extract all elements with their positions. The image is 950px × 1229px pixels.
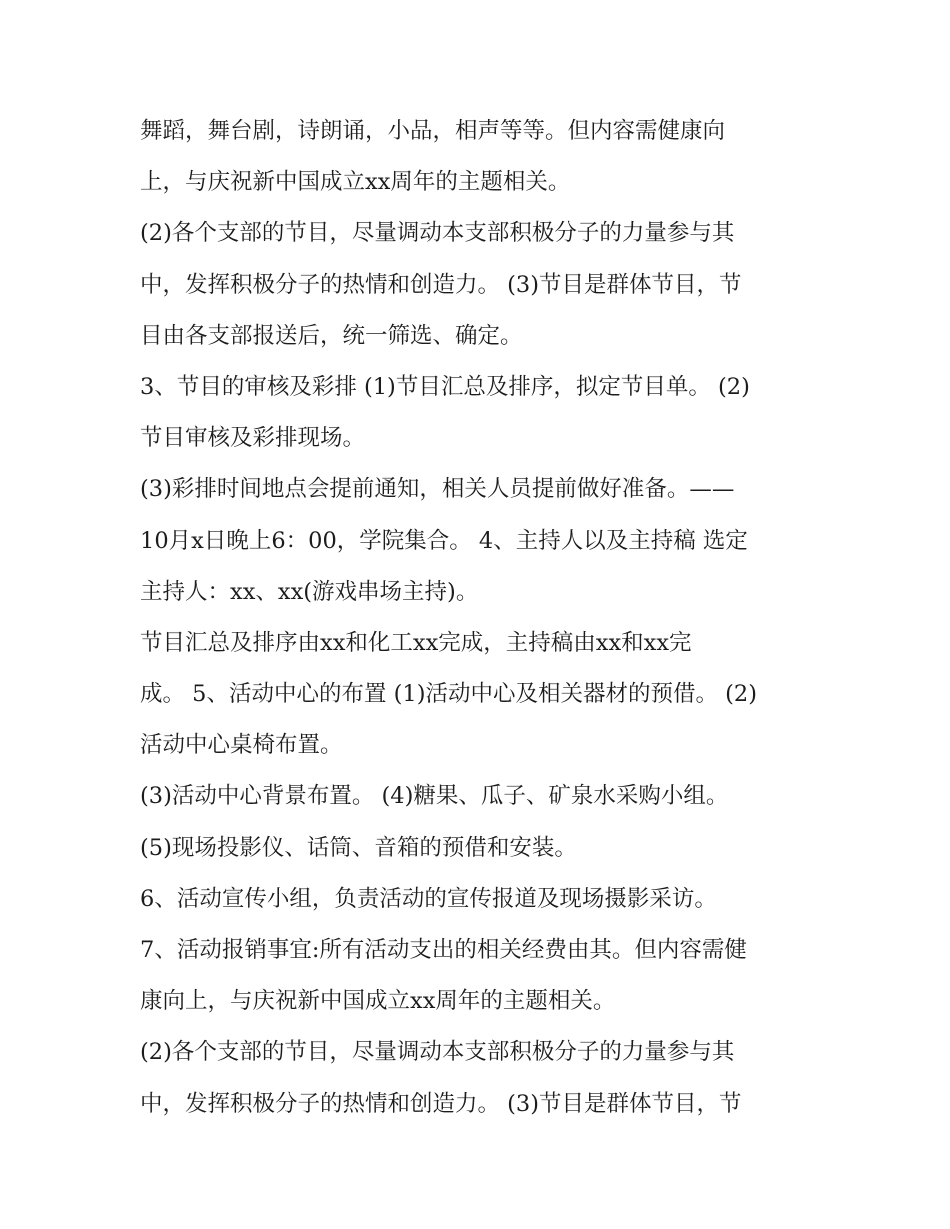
text-line: 舞蹈，舞台剧，诗朗诵，小品，相声等等。但内容需健康向	[140, 118, 726, 144]
text-line: 活动中心桌椅布置。	[140, 732, 343, 759]
text-line: 中，发挥积极分子的热情和创造力。 (3)节目是群体节目，节	[140, 1090, 742, 1117]
text-line: 6、活动宣传小组，负责活动的宣传报道及现场摄影采访。	[140, 885, 717, 912]
text-line: 10月x日晚上6：00，学院集合。 4、主持人以及主持稿 选定	[140, 527, 748, 554]
text-line: (2)各个支部的节目，尽量调动本支部积极分子的力量参与其	[140, 1039, 735, 1066]
text-line: 节目审核及彩排现场。	[140, 425, 366, 452]
text-line: (2)各个支部的节目，尽量调动本支部积极分子的力量参与其	[140, 220, 735, 247]
text-line: (3)活动中心背景布置。 (4)糖果、瓜子、矿泉水采购小组。	[140, 783, 729, 810]
text-line: 康向上，与庆祝新中国成立xx周年的主题相关。	[140, 988, 616, 1015]
text-line: (3)彩排时间地点会提前通知，相关人员提前做好准备。——	[140, 476, 735, 503]
text-line: 节目汇总及排序由xx和化工xx完成，主持稿由xx和xx完	[140, 629, 692, 656]
body-text	[140, 106, 820, 1130]
text-line: (5)现场投影仪、话筒、音箱的预借和安装。	[140, 834, 577, 861]
text-line: 3、节目的审核及彩排 (1)节目汇总及排序，拟定节目单。 (2)	[140, 373, 750, 400]
text-line: 成。 5、活动中心的布置 (1)活动中心及相关器材的预借。 (2)	[140, 681, 758, 708]
text-line: 上，与庆祝新中国成立xx周年的主题相关。	[140, 169, 571, 196]
text-line: 目由各支部报送后，统一筛选、确定。	[140, 322, 523, 349]
text-line: 7、活动报销事宜:所有活动支出的相关经费由其。但内容需健	[140, 937, 747, 963]
text-line: 中，发挥积极分子的热情和创造力。 (3)节目是群体节目，节	[140, 271, 742, 298]
text-line: 主持人：xx、xx(游戏串场主持)。	[140, 578, 479, 605]
